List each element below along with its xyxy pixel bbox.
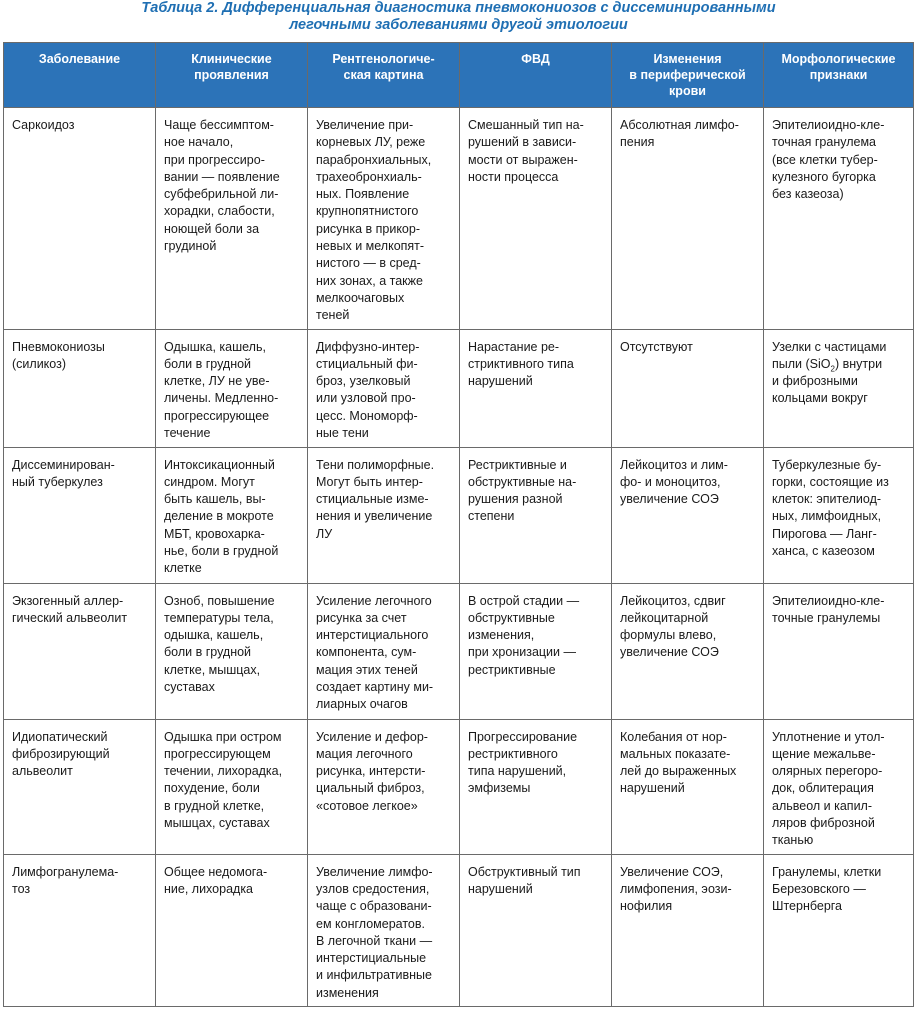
cell-blood: Увеличение СОЭ, лимфопения, эози- нофилия bbox=[612, 854, 764, 1006]
morph-text-post: ) внутри и фиброзными кольцами вокруг bbox=[772, 356, 883, 406]
cell-fvd: Нарастание ре- стриктивного типа нарушений bbox=[460, 329, 612, 447]
cell-fvd: Обструктивный тип нарушений bbox=[460, 854, 612, 1006]
cell-morphology bbox=[764, 329, 914, 447]
cell-fvd: Рестриктивные и обструктивные на- рушения разной степени bbox=[460, 447, 612, 583]
cell-fvd: Смешанный тип на- рушений в зависи- мости от выражен- ности процесса bbox=[460, 108, 612, 330]
cell-disease: Идиопатический фиброзирующий альвеолит bbox=[4, 719, 156, 854]
header-fvd: ФВД bbox=[460, 43, 612, 108]
table-caption bbox=[0, 0, 917, 40]
cell-xray: Усиление и дефор- мация легочного рисунка, интерсти- циальный фиброз, «сотовое легкое» bbox=[308, 719, 460, 854]
cell-xray: Усиление легочного рисунка за счет интерстициального компонента, сум- мация этих теней создает картину ми- лиарных очагов bbox=[308, 583, 460, 719]
cell-disease: Пневмокониозы (силикоз) bbox=[4, 329, 156, 447]
cell-morphology: Эпителиоидно-кле- точная гранулема (все клетки тубер- кулезного бугорка без казеоза) bbox=[764, 108, 914, 330]
table-row bbox=[4, 447, 914, 583]
cell-disease: Лимфогранулема- тоз bbox=[4, 854, 156, 1006]
cell-blood: Отсутствуют bbox=[612, 329, 764, 447]
cell-clinical: Озноб, повышение температуры тела, одышка, кашель, боли в грудной клетке, мышцах, суставах bbox=[156, 583, 308, 719]
cell-morphology: Уплотнение и утол- щение межальве- олярных перегоро- док, облитерация альвеол и капил- ляров фиброзной тканью bbox=[764, 719, 914, 854]
header-blood: Изменения в периферической крови bbox=[612, 43, 764, 108]
table-row bbox=[4, 854, 914, 1006]
cell-disease: Диссеминирован- ный туберкулез bbox=[4, 447, 156, 583]
header-clinical: Клинические проявления bbox=[156, 43, 308, 108]
table-row bbox=[4, 583, 914, 719]
cell-xray: Увеличение при- корневых ЛУ, реже парабронхиальных, трахеобронхиаль- ных. Появление крупнопятнистого рисунка в прикор- невых и мелкопят- нистого — в сред- них зонах, а также мелкоочаговых теней bbox=[308, 108, 460, 330]
morph-subscript: 2 bbox=[830, 364, 835, 374]
caption-line-1: Таблица 2. Дифференциальная диагностика пневмокониозов с диссеминированными bbox=[141, 0, 776, 16]
table-row bbox=[4, 108, 914, 330]
cell-blood: Абсолютная лимфо- пения bbox=[612, 108, 764, 330]
cell-clinical: Одышка при остром прогрессирующем течении, лихорадка, похудение, боли в грудной клетке, мышцах, суставах bbox=[156, 719, 308, 854]
table-header-row bbox=[4, 43, 914, 108]
cell-disease: Экзогенный аллер- гический альвеолит bbox=[4, 583, 156, 719]
cell-blood: Колебания от нор- мальных показате- лей до выраженных нарушений bbox=[612, 719, 764, 854]
caption-line-2: легочными заболеваниями другой этиологии bbox=[289, 17, 628, 33]
cell-xray: Тени полиморфные. Могут быть интер- стициальные изме- нения и увеличение ЛУ bbox=[308, 447, 460, 583]
cell-clinical: Одышка, кашель, боли в грудной клетке, ЛУ не уве- личены. Медленно- прогрессирующее течение bbox=[156, 329, 308, 447]
table-row bbox=[4, 329, 914, 447]
cell-clinical: Интоксикационный синдром. Могут быть кашель, вы- деление в мокроте МБТ, кровохарка- нье, боли в грудной клетке bbox=[156, 447, 308, 583]
cell-blood: Лейкоцитоз, сдвиг лейкоцитарной формулы влево, увеличение СОЭ bbox=[612, 583, 764, 719]
cell-clinical: Общее недомога- ние, лихорадка bbox=[156, 854, 308, 1006]
cell-disease: Саркоидоз bbox=[4, 108, 156, 330]
morph-text-pre: Узелки с частицами пыли (SiO bbox=[772, 339, 887, 371]
cell-fvd: В острой стадии — обструктивные изменения, при хронизации — рестриктивные bbox=[460, 583, 612, 719]
header-morphology: Морфологические признаки bbox=[764, 43, 914, 108]
table-row bbox=[4, 719, 914, 854]
header-disease: Заболевание bbox=[4, 43, 156, 108]
differential-diagnosis-table bbox=[3, 42, 914, 1007]
cell-fvd: Прогрессирование рестриктивного типа нарушений, эмфиземы bbox=[460, 719, 612, 854]
cell-clinical: Чаще бессимптом- ное начало, при прогрессиро- вании — появление субфебрильной ли- хорадки, слабости, ноющей боли за грудиной bbox=[156, 108, 308, 330]
header-xray: Рентгенологиче- ская картина bbox=[308, 43, 460, 108]
cell-morphology: Эпителиоидно-кле- точные гранулемы bbox=[764, 583, 914, 719]
cell-blood: Лейкоцитоз и лим- фо- и моноцитоз, увеличение СОЭ bbox=[612, 447, 764, 583]
cell-xray: Диффузно-интер- стициальный фи- броз, узелковый или узловой про- цесс. Мономорф- ные тени bbox=[308, 329, 460, 447]
cell-xray: Увеличение лимфо- узлов средостения, чаще с образовани- ем конгломератов. В легочной ткани — интерстициальные и инфильтративные изменения bbox=[308, 854, 460, 1006]
cell-morphology: Гранулемы, клетки Березовского — Штернберга bbox=[764, 854, 914, 1006]
cell-morphology: Туберкулезные бу- горки, состоящие из клеток: эпителиод- ных, лимфоидных, Пирогова — Ланг- ханса, с казеозом bbox=[764, 447, 914, 583]
